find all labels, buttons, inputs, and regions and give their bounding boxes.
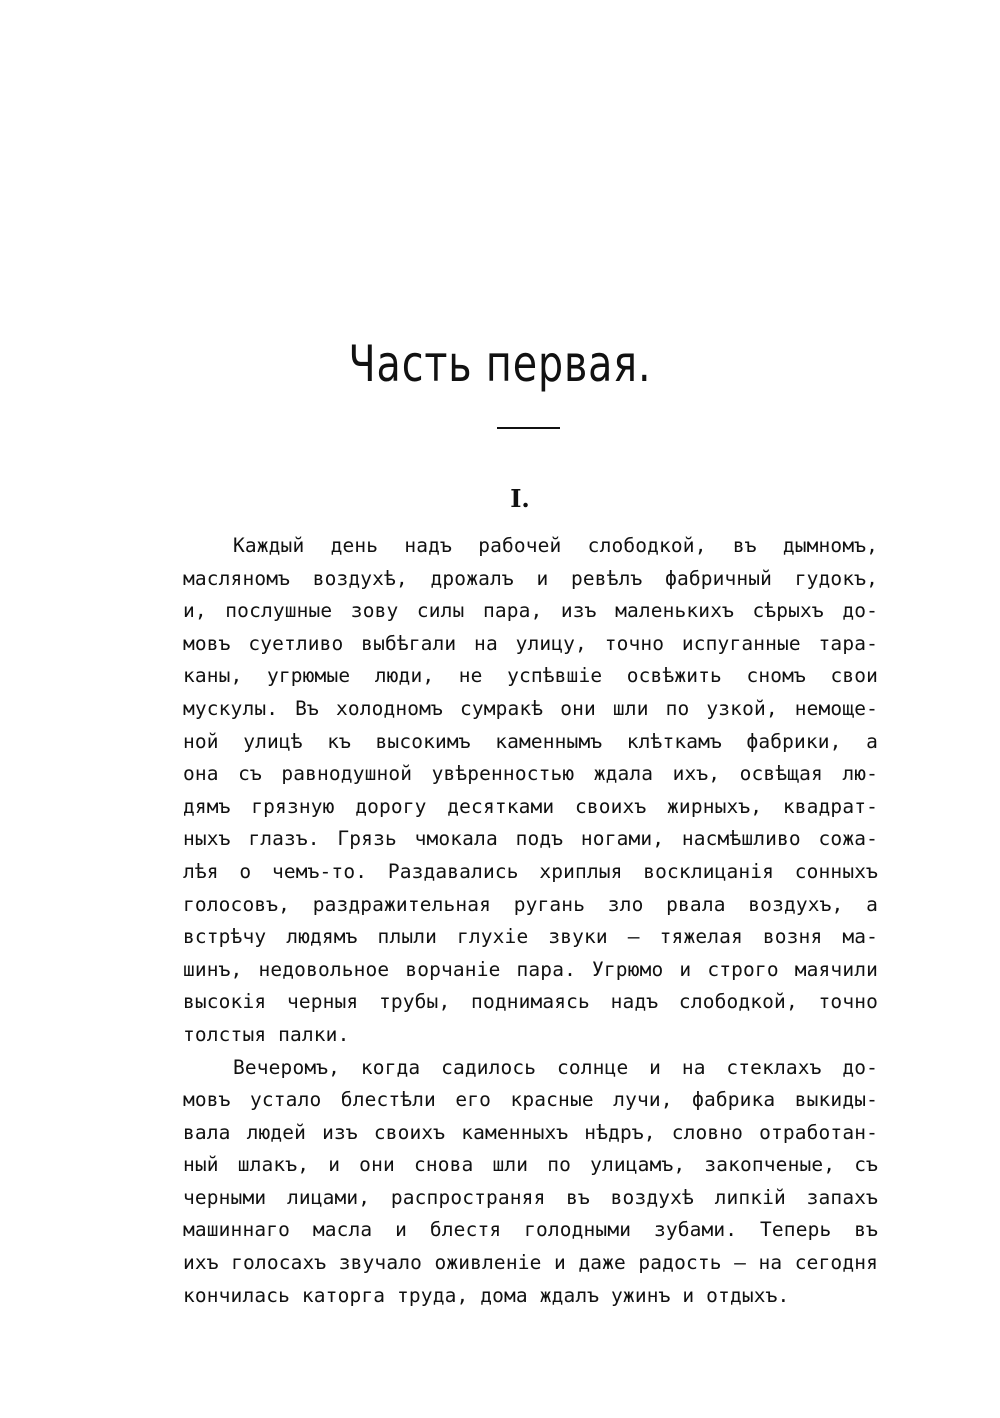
text-line: машиннаго масла и блестя голодными зубами. Теперь въ (183, 1218, 878, 1242)
text-line: шинъ, недовольное ворчаніе пара. Угрюмо и строго маячили (183, 957, 878, 981)
text-line: она съ равнодушной увѣренностью ждала ихъ, освѣщая лю- (183, 762, 878, 786)
text-line: Каждый день надъ рабочей слободкой, въ дымномъ, (233, 534, 878, 557)
text-line: мовъ устало блестѣли его красные лучи, фабрика выкиды- (183, 1088, 878, 1112)
text-line: кончилась каторга труда, дома ждалъ ужинъ и отдыхъ. (183, 1283, 790, 1307)
text-line: встрѣчу людямъ плыли глухіе звуки — тяжелая возня ма- (183, 925, 878, 949)
text-line: ный шлакъ, и они снова шли по улицамъ, закопченые, съ (183, 1153, 878, 1177)
text-line: голосовъ, раздражительная ругань зло рвала воздухъ, а (183, 892, 878, 916)
text-line: и, послушные зову силы пара, изъ маленькихъ сѣрыхъ до- (183, 599, 878, 623)
body-text (183, 530, 878, 1312)
title-rule (497, 427, 560, 429)
text-line: каны, угрюмые люди, не успѣвшіе освѣжить сномъ свои (183, 664, 878, 688)
text-line: Вечеромъ, когда садилось солнце и на стеклахъ до- (233, 1055, 878, 1079)
text-line: ихъ голосахъ звучало оживленіе и даже радость — на сегодня (183, 1251, 878, 1275)
text-line: ной улицѣ къ высокимъ каменнымъ клѣткамъ фабрики, а (183, 729, 878, 753)
text-line: вала людей изъ своихъ каменныхъ нѣдръ, словно отработан- (183, 1120, 878, 1144)
part-title: Часть первая. (348, 335, 652, 393)
text-line: дямъ грязную дорогу десятками своихъ жирныхъ, квадрат- (183, 794, 878, 818)
text-line: лѣя о чемъ-то. Раздавались хриплыя восклицанія сонныхъ (183, 859, 878, 883)
text-line: масляномъ воздухѣ, дрожалъ и ревѣлъ фабричный гудокъ, (183, 566, 878, 590)
text-line: черными лицами, распространяя въ воздухѣ липкій запахъ (183, 1185, 878, 1209)
text-line: высокія черныя трубы, поднимаясь надъ слободкой, точно (183, 990, 878, 1014)
text-line: толстыя палки. (183, 1022, 350, 1046)
text-line: ныхъ глазъ. Грязь чмокала подъ ногами, насмѣшливо сожа- (183, 827, 878, 851)
text-line: мовъ суетливо выбѣгали на улицу, точно испуганные тара- (183, 631, 878, 655)
chapter-number: I. (510, 484, 530, 513)
text-line: мускулы. Въ холодномъ сумракѣ они шли по узкой, немоще- (183, 696, 878, 720)
